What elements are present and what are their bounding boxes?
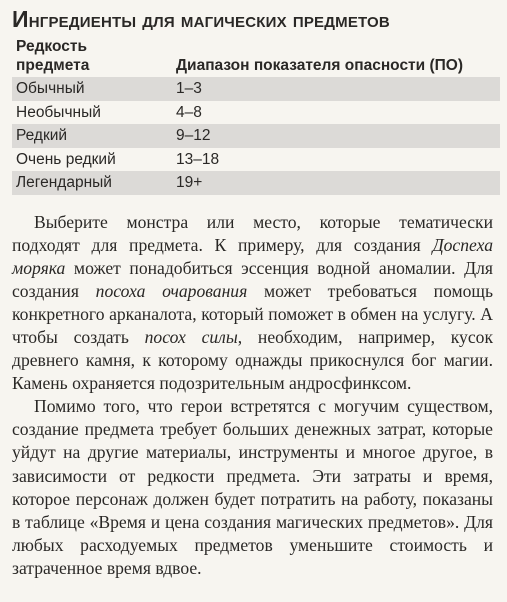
- paragraph-1-text-d: , необходим, например, кусок древнего камня, к которому однажды прикоснулся бог магии. Камень охраняется подозрительным андросфинксом.: [12, 326, 493, 394]
- paragraph-1: [12, 211, 493, 396]
- rarity-cell: Очень редкий: [16, 150, 116, 168]
- table-row: [12, 124, 500, 148]
- item-name-staff-of-charming: посоха очарования: [95, 280, 248, 301]
- paragraph-1-text-b: может понадобиться эссенция водной аномалии. Для создания: [12, 257, 493, 301]
- range-cell: 1–3: [172, 77, 500, 101]
- section-heading: [12, 6, 499, 35]
- table-row: [12, 171, 500, 195]
- table-header-row: [12, 37, 500, 77]
- paragraph-2: Помимо того, что герои встретятся с могучим существом, создание предмета требует больших денежных затрат, которые уйдут на другие материалы, инструменты и многое другое, в зависимости от редкости предмета. Эти затраты и время, которое персонаж должен будет потратить на работу, показаны в таблице «Время и цена создания магических предметов». Для любых расходуемых предметов уменьшите стоимость и затраченное время вдвое.: [12, 396, 493, 578]
- rarity-cell: Редкий: [12, 124, 172, 148]
- table-row: [12, 101, 500, 125]
- range-cell: 9–12: [172, 124, 500, 148]
- table-row: [12, 148, 500, 172]
- range-cell: 4–8: [176, 103, 202, 121]
- table-row: [12, 77, 500, 101]
- column-header-rarity: [12, 37, 172, 77]
- paragraph-1-text-c: может требоваться помощь конкретного арканалота, который поможет в обмен на услугу. А чтобы создать: [12, 280, 493, 347]
- item-name-staff-of-power: посох силы: [144, 326, 238, 347]
- column-header-rarity-line2: предмета: [16, 57, 90, 74]
- heading-initial: И: [12, 6, 29, 32]
- range-cell: 13–18: [176, 150, 220, 168]
- column-header-rarity-line1: Редкость: [16, 38, 87, 55]
- rarity-table: [12, 37, 500, 195]
- paragraph-1-text-a: Выберите монстра или место, которые тематически подходят для предмета. К примеру, для создания: [12, 211, 493, 255]
- item-name-sailors-armor: Доспеха моряка: [12, 234, 493, 278]
- rarity-cell: Обычный: [12, 77, 172, 101]
- body-text: [12, 211, 499, 581]
- heading-rest: нгредиенты для магических предметов: [28, 9, 390, 32]
- rarity-cell: Необычный: [16, 103, 101, 121]
- range-cell: 19+: [172, 171, 500, 195]
- rarity-cell: Легендарный: [12, 171, 172, 195]
- column-header-range: Диапазон показателя опасности (ПО): [176, 57, 464, 74]
